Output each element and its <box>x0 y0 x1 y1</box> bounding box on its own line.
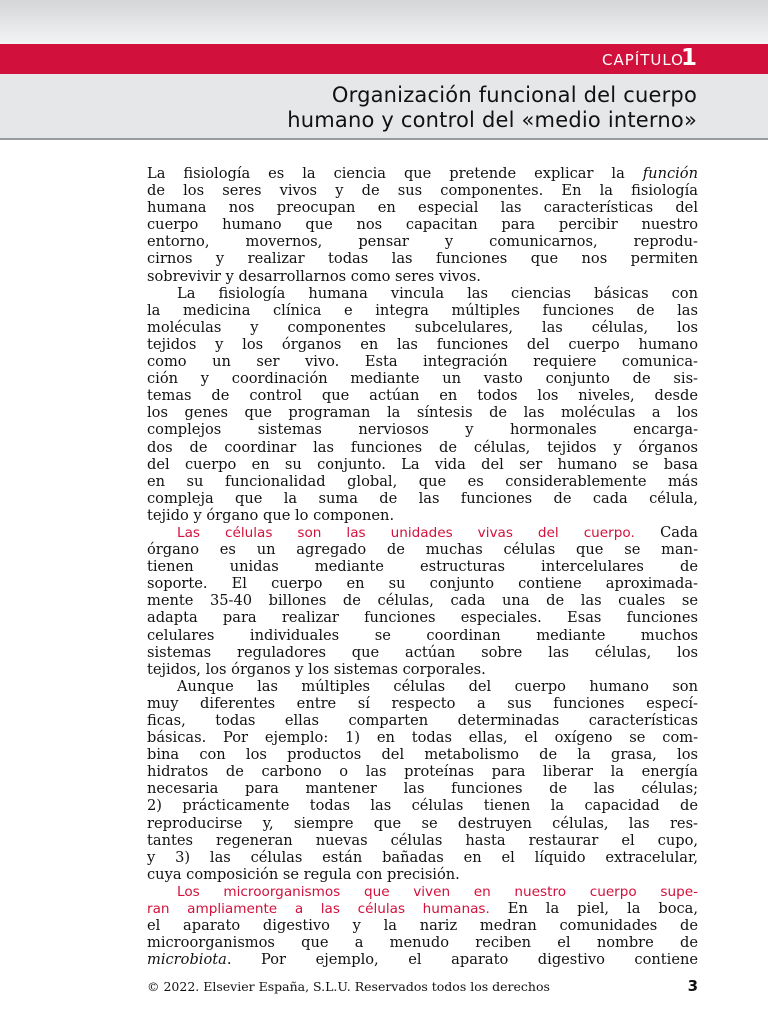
text-line: La fisiología es la ciencia que pretende explicar la función <box>147 165 698 182</box>
text-line: mente 35-40 billones de células, cada una de las cuales se <box>147 592 698 610</box>
chapter-title-box <box>0 74 768 140</box>
text-line: ficas, todas ellas comparten determinadas características <box>147 712 698 729</box>
text-line: como un ser vivo. Esta integración requiere comunica- <box>147 353 698 371</box>
text-line: de los seres vivos y de sus componentes. En la fisiología <box>147 182 698 200</box>
text-line: el aparato digestivo y la nariz medran comunidades de <box>147 917 698 935</box>
italic-term: función <box>642 165 698 182</box>
section-heading: Los microorganismos que viven en nuestro cuerpo supe- <box>177 883 698 900</box>
text-line: muy diferentes entre sí respecto a sus funciones especí- <box>147 694 698 712</box>
text-line: celulares individuales se coordinan mediante muchos <box>147 626 698 644</box>
text-line: dos de coordinar las funciones de células, tejidos y órganos <box>147 438 698 456</box>
text-line: entorno, movernos, pensar y comunicarnos, reprodu- <box>147 233 698 251</box>
chapter-title-line-1: Organización funcional del cuerpo <box>331 83 697 107</box>
text-line: compleja que la suma de las funciones de cada célula, <box>147 489 698 507</box>
text-line: Aunque las múltiples células del cuerpo humano son <box>177 677 698 695</box>
text-line: adapta para realizar funciones especiales. Esas funciones <box>147 609 698 627</box>
text-line: hidratos de carbono o las proteínas para liberar la energía <box>147 763 698 781</box>
section-heading: Las células son las unidades vivas del cuerpo. <box>177 524 635 541</box>
text-line: ran ampliamente a las células humanas. En la piel, la boca, <box>147 900 698 918</box>
text-line: microorganismos que a menudo reciben el nombre de <box>147 934 698 952</box>
text-line: La fisiología humana vincula las ciencias básicas con <box>177 284 698 302</box>
text-line: soporte. El cuerpo en su conjunto contiene aproximada- <box>147 575 698 593</box>
text-line: órgano es un agregado de muchas células que se man- <box>147 541 698 559</box>
text-line: y 3) las células están bañadas en el líquido extracelular, <box>147 848 698 866</box>
text-line: tejido y órgano que lo componen. <box>147 506 395 524</box>
text-line: sistemas reguladores que actúan sobre las células, los <box>147 643 698 661</box>
italic-term: microbiota <box>147 951 227 969</box>
text-line: microbiota. Por ejemplo, el aparato digestivo contiene <box>147 951 698 969</box>
page-footer <box>147 977 698 997</box>
text-line: complejos sistemas nerviosos y hormonales encarga- <box>147 421 698 439</box>
text-line: necesaria para mantener las funciones de las células; <box>147 780 698 798</box>
text-line: cirnos y realizar todas las funciones que nos permiten <box>147 250 698 268</box>
text-line: tejidos, los órganos y los sistemas corporales. <box>147 660 486 678</box>
top-margin-band <box>0 0 768 44</box>
text-line: temas de control que actúan en todos los niveles, desde <box>147 387 698 405</box>
page-number: 3 <box>687 977 698 995</box>
text-line: cuerpo humano que nos capacitan para percibir nuestro <box>147 216 698 234</box>
text-line: humana nos preocupan en especial las características del <box>147 199 698 217</box>
chapter-label: CAPÍTULO <box>602 51 684 69</box>
chapter-title-line-2: humano y control del «medio interno» <box>287 108 697 132</box>
copyright-notice: © 2022. Elsevier España, S.L.U. Reservados todos los derechos <box>147 979 550 994</box>
text-line: reproducirse y, siempre que se destruyen células, las res- <box>147 814 698 832</box>
body-text <box>147 165 698 968</box>
text-line: ción y coordinación mediante un vasto conjunto de sis- <box>147 370 698 388</box>
chapter-banner <box>0 44 768 74</box>
text-line: cuya composición se regula con precisión. <box>147 865 460 883</box>
text-line <box>147 883 698 900</box>
section-heading: ran ampliamente a las células humanas. <box>147 901 490 918</box>
text-line: tejidos y los órganos en las funciones del cuerpo humano <box>147 335 698 353</box>
text-line: moléculas y componentes subcelulares, las células, los <box>147 318 698 336</box>
text-line: los genes que programan la síntesis de las moléculas a los <box>147 404 698 422</box>
text-line: 2) prácticamente todas las células tienen la capacidad de <box>147 797 698 815</box>
text-line: básicas. Por ejemplo: 1) en todas ellas, el oxígeno se com- <box>147 729 698 747</box>
text-line: tantes regeneran nuevas células hasta restaurar el cupo, <box>147 831 698 849</box>
chapter-title <box>287 83 697 133</box>
text-line: la medicina clínica e integra múltiples funciones de las <box>147 301 698 319</box>
text-line: en su funcionalidad global, que es considerablemente más <box>147 472 698 490</box>
text-line: del cuerpo en su conjunto. La vida del ser humano se basa <box>147 455 698 473</box>
chapter-number: 1 <box>680 45 697 71</box>
text-line: bina con los productos del metabolismo de la grasa, los <box>147 746 698 764</box>
text-line: sobrevivir y desarrollarnos como seres vivos. <box>147 267 481 285</box>
text-line: Las células son las unidades vivas del cuerpo. Cada <box>177 523 698 541</box>
text-line: tienen unidas mediante estructuras intercelulares de <box>147 558 698 576</box>
